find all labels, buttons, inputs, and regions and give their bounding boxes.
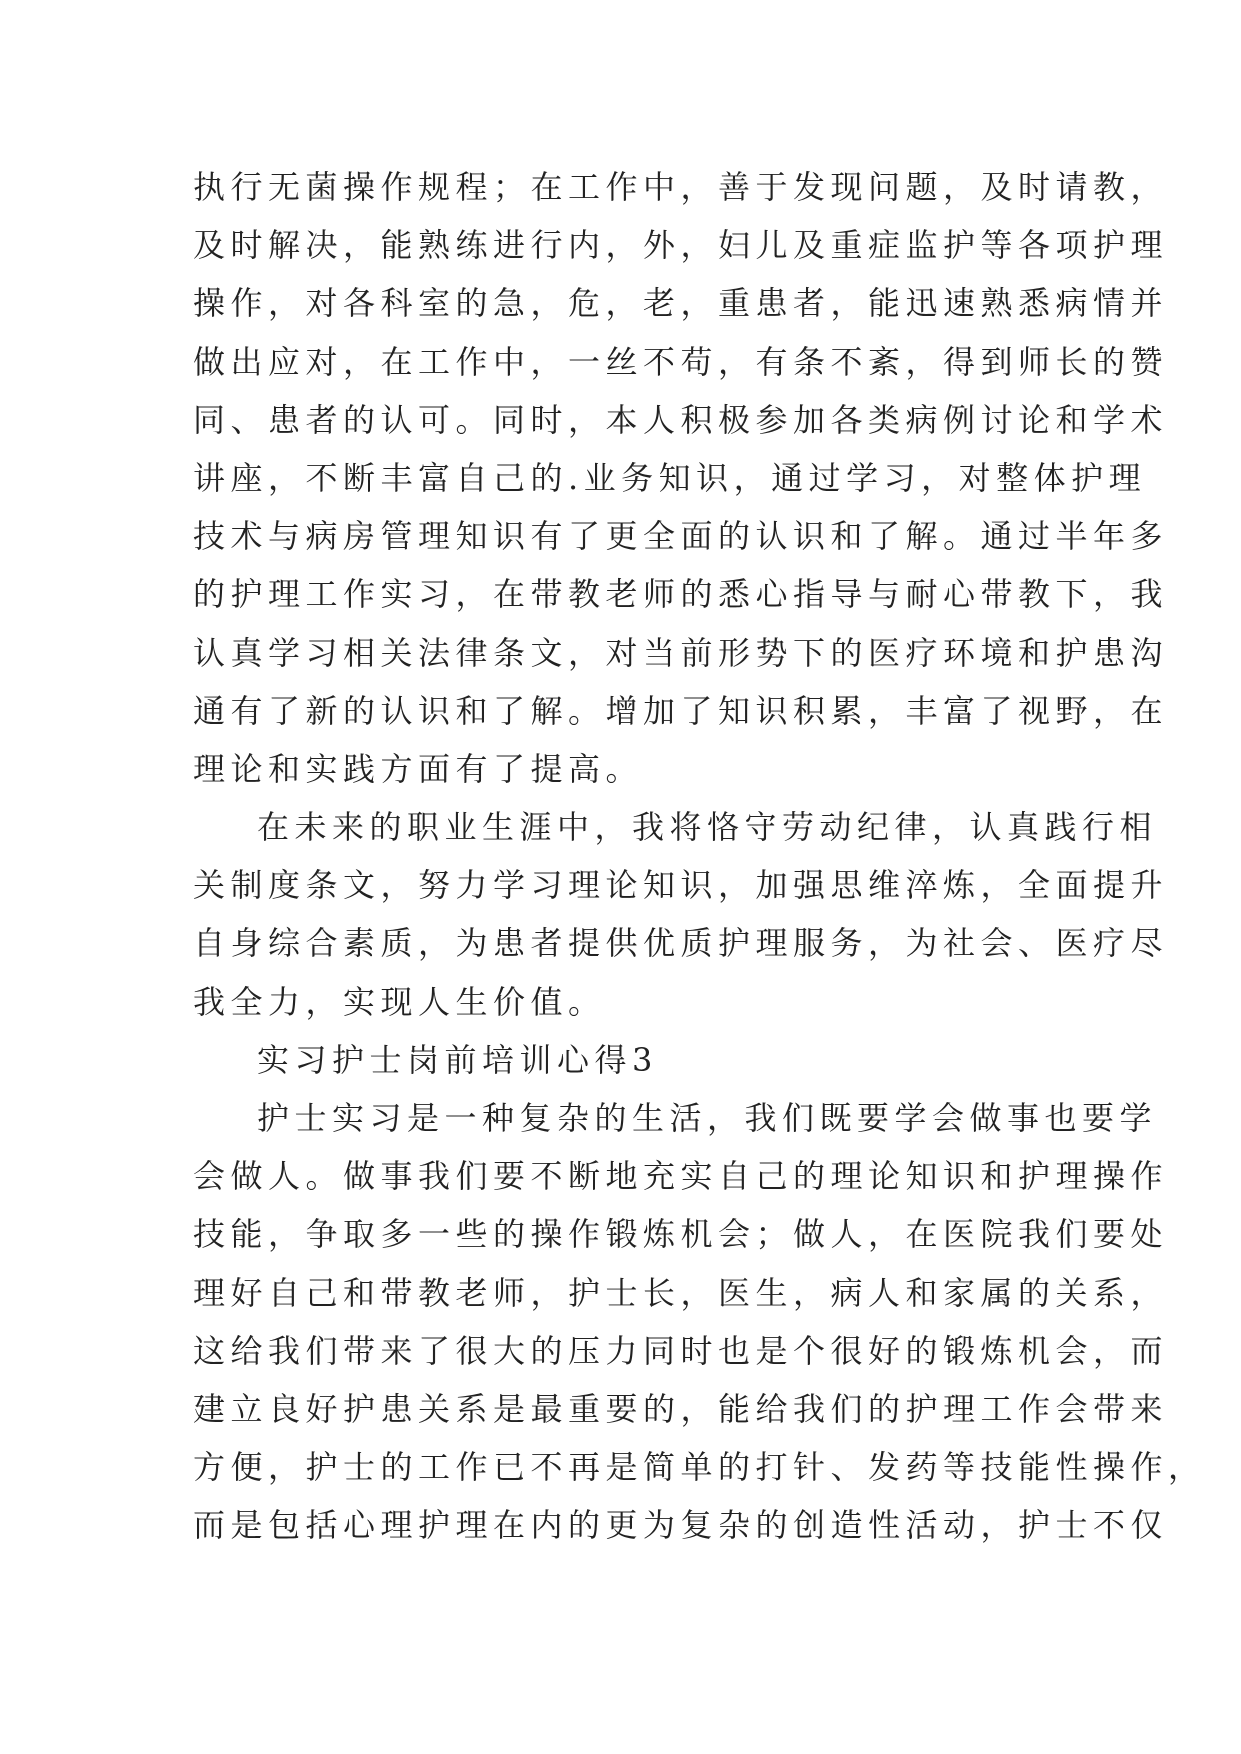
text-line: 及时解决，能熟练进行内，外，妇儿及重症监护等各项护理: [193, 226, 1169, 265]
text-line: 而是包括心理护理在内的更为复杂的创造性活动，护士不仅: [193, 1506, 1169, 1545]
text-line: 技能，争取多一些的操作锻炼机会；做人，在医院我们要处: [193, 1215, 1169, 1254]
text-line: 技术与病房管理知识有了更全面的认识和了解。通过半年多: [193, 517, 1169, 556]
text-line: 理好自己和带教老师，护士长，医生，病人和家属的关系，: [193, 1273, 1169, 1312]
text-line: 的护理工作实习，在带教老师的悉心指导与耐心带教下，我: [193, 575, 1169, 614]
text-line: 做出应对，在工作中，一丝不苟，有条不紊，得到师长的赞: [193, 342, 1169, 381]
text-line: 执行无菌操作规程；在工作中，善于发现问题，及时请教，: [193, 168, 1169, 206]
text-line: 同、患者的认可。同时，本人积极参加各类病例讨论和学术: [193, 400, 1169, 439]
text-line: 理论和实践方面有了提高。: [193, 749, 644, 788]
text-line: 方便，护士的工作已不再是简单的打针、发药等技能性操作，: [193, 1448, 1206, 1487]
text-line: 讲座，不断丰富自己的.业务知识，通过学习，对整体护理: [193, 458, 1147, 497]
text-line: 认真学习相关法律条文，对当前形势下的医疗环境和护患沟: [193, 633, 1169, 672]
text-line: 建立良好护患关系是最重要的，能给我们的护理工作会带来: [193, 1389, 1169, 1428]
text-line: 自身综合素质，为患者提供优质护理服务，为社会、医疗尽: [193, 924, 1169, 963]
paragraph-start-line: 护士实习是一种复杂的生活，我们既要学会做事也要学: [257, 1099, 1158, 1137]
text-line: 我全力，实现人生价值。: [193, 982, 606, 1021]
text-line: 通有了新的认识和了解。增加了知识积累，丰富了视野，在: [193, 691, 1169, 730]
section-heading: 实习护士岗前培训心得3: [257, 1040, 658, 1079]
text-line: 操作，对各科室的急，危，老，重患者，能迅速熟悉病情并: [193, 284, 1169, 323]
text-line: 会做人。做事我们要不断地充实自己的理论知识和护理操作: [193, 1157, 1169, 1196]
text-line: 这给我们带来了很大的压力同时也是个很好的锻炼机会，而: [193, 1331, 1169, 1370]
document-body: [193, 158, 1206, 1555]
text-line: 关制度条文，努力学习理论知识，加强思维淬炼，全面提升: [193, 866, 1169, 905]
paragraph-start-line: 在未来的职业生涯中，我将恪守劳动纪律，认真践行相: [257, 808, 1158, 847]
